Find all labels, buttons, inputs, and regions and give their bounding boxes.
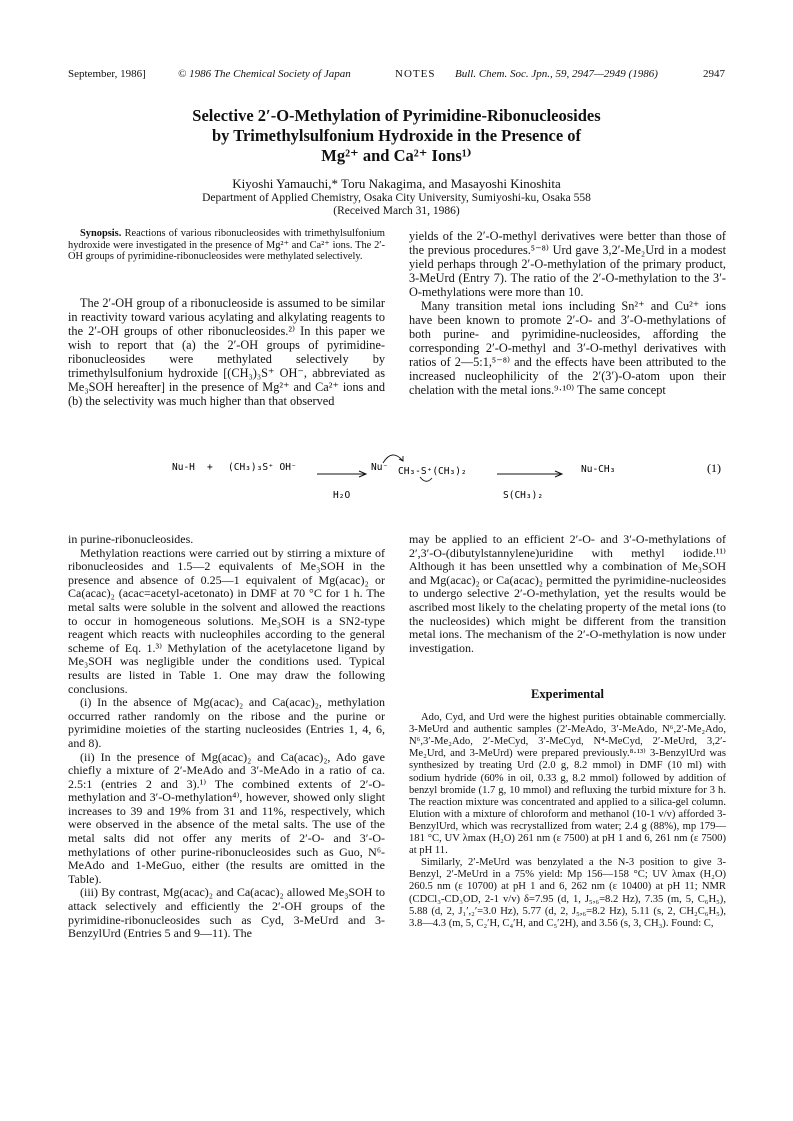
title-line: by Trimethylsulfonium Hydroxide in the Presence of — [211, 126, 582, 145]
paragraph: Many transition metal ions including Sn²⁺ and Cu²⁺ ions have been known to promote 2′-O- and 3′-O-methylations of both purine- and pyrimidine-nucleosides, affording the corresponding 2′-O-methyl and 3′-O-methyl derivatives with ratios of 2—5:1,⁵⁻⁸⁾ and the effects have been attributed to the increased nucleophilicity of the 2′(3′)-O-atom upon their chelation with the metal ions.⁹·¹⁰⁾ The same concept — [409, 299, 726, 397]
synopsis — [68, 228, 385, 263]
scheme-reagent: (CH₃)₃S⁺ OH⁻ — [228, 462, 297, 473]
authors: Kiyoshi Yamauchi,* Toru Nakagima, and Masayoshi Kinoshita — [232, 176, 561, 191]
scheme-plus: + — [207, 462, 213, 473]
paragraph: Ado, Cyd, and Urd were the highest purities obtainable commercially. 3-MeUrd and authentic samples (2′-MeAdo, 3′-MeAdo, N⁶,2′-Me₂Ado, N⁶,3′-Me₂Ado, 2′-MeCyd, 3′-MeCyd, N⁴-MeCyd, 2′-MeUrd, 3,2′-Me₂Urd, and 3-MeUrd) were prepared previously.⁸·¹³⁾ 3-BenzylUrd was synthesized by treating Urd (2.0 g, 8.2 mmol) in DMF (10 ml) with sodium hydride (60% in oil, 0.33 g, 8.2 mmol) followed by addition of benzyl bromide (1.7 g, 10 mmol) and refluxing the turbid mixture for 3 h. The reaction mixture was concentrated and applied to a silica-gel column. Elution with a mixture of chloroform and methanol (10-1 v/v) afforded 3-BenzylUrd, which was recrystallized from water; 2.4 g (88%), mp 179—181 °C, UV λmax (H₂O) 261 nm (ε 7500) at pH 1 and 6, 261 nm (ε 7500) at pH 11. — [409, 712, 726, 857]
experimental-heading: Experimental — [531, 687, 604, 701]
scheme-water: H₂O — [333, 490, 351, 501]
paragraph: (iii) By contrast, Mg(acac)₂ and Ca(acac)₂ allowed Me₃SOH to attack selectively and efficiently the 2′-OH groups of the pyrimidine-ribonucleosides such as Cyd, 3-MeUrd and 3-BenzylUrd (Entries 5 and 9—11). The — [68, 885, 385, 941]
paragraph: (ii) In the presence of Mg(acac)₂ and Ca(acac)₂, Ado gave chiefly a mixture of 2′-MeAdo and 3′-MeAdo in a ratio of ca. 2.5:1 (entries 2 and 3).¹⁾ The combined extents of 2′-O-methylation and 3′-O-methylation⁴⁾, however, showed only slight increases to 39 and 19% from 31 and 11%, respectively, which were observed in the absence of the metal salts. The use of the metal salts did not offer any merits of 2′-O- and 3′-O-methylations of other purine-ribonucleosides such as Guo, N⁶-MeAdo and 1-MeGuo, either (the results are omitted in the Table). — [68, 749, 385, 886]
paragraph: (i) In the absence of Mg(acac)₂ and Ca(acac)₂, methylation occurred rather randomly on the ribose and the purine or pyrimidine moieties of the starting nucleosides (Entries 1, 4, 6, and 8). — [68, 695, 385, 750]
scheme-dms: S(CH₃)₂ — [503, 490, 544, 501]
running-header — [68, 68, 725, 84]
synopsis-label: Synopsis. — [80, 228, 122, 239]
affiliation: Department of Applied Chemistry, Osaka City University, Sumiyoshi-ku, Osaka 558 — [202, 192, 591, 204]
experimental-section — [409, 688, 726, 930]
paragraph: Similarly, 2′-MeUrd was benzylated a the N-3 position to give 3-Benzyl, 2′-MeUrd in a 75% yield: Mp 156—158 °C; UV λmax (H₂O) 260.5 nm (ε 10700) at pH 1 and 6, 262 nm (ε 10400) at pH 11; NMR (CDCl₃-CD₃OD, 2-1 v/v) δ=7.95 (d, 1, J₅,₆=8.2 Hz), 7.35 (m, 5, C₆H₅), 5.88 (d, 2, J₁′,₂′=3.0 Hz), 5.77 (d, 2, J₅,₆=8.2 Hz), 5.11 (s, 2, CH₂C₆H₅), 3.8—4.3 (m, 5, C₂′H, C₄′H, and C₅′2H), and 3.56 (s, 3, CH₃). Found: C, — [409, 857, 726, 929]
paragraph: The 2′-OH group of a ribonucleoside is assumed to be similar in reactivity toward various acylating and alkylating reagents to the 2′-OH groups of other ribonucleosides.²⁾ In this paper we wish to report that (a) the 2′-OH groups of pyrimidine-ribonucleosides were methylated selectively by trimethylsulfonium hydroxide [(CH₃)₃S⁺ OH⁻, abbreviated as Me₃SOH hereafter] in the presence of Mg²⁺ and Ca²⁺ ions and (b) the selectivity was much higher than that observed — [68, 296, 385, 408]
paragraph: Methylation reactions were carried out by stirring a mixture of ribonucleosides and 1.5—2 equivalents of Me₃SOH in the presence and absence of 0.25—1 equivalent of Mg(acac)₂ or Ca(acac)₂ (acac=acetyl-acetonato) in DMF at 70 °C for 1 h. The metal salts were soluble in the solvent and allowed the reactions to occur in homogeneous solutions. Me₃SOH is a SN2-type reagent which reacts with nucleophiles according to the general scheme of Eq. 1.³⁾ Methylation of the acetylacetone ligand by Me₃SOH was negligible under the conditions used. Typical results are listed in Table 1. One may draw the following conclusions. — [68, 545, 385, 696]
equation-number: (1) — [707, 461, 721, 475]
header-copyright: © 1986 The Chemical Society of Japan — [178, 68, 351, 80]
title-line: Selective 2′-O-Methylation of Pyrimidine-Ribonucleosides — [192, 106, 601, 125]
header-page-number: 2947 — [703, 68, 725, 80]
article-title — [68, 106, 725, 166]
received-date: (Received March 31, 1986) — [333, 205, 460, 217]
paragraph: yields of the 2′-O-methyl derivatives were better than those of the previous procedures.⁵⁻⁸⁾ Urd gave 3,2′-Me₂Urd in a modest yield perhaps through 2′-O-methylation of the primary product, 3-MeUrd (Entry 7). The ratio of the 2′-O-methylation to the 3′-O-methylations were more than 10. — [409, 229, 726, 299]
scheme-product: Nu-CH₃ — [581, 464, 616, 475]
header-section: NOTES — [395, 68, 436, 80]
reaction-scheme — [0, 430, 793, 534]
paragraph: in purine-ribonucleosides. — [68, 532, 194, 546]
scheme-nu-anion: Nu⁻ — [371, 462, 389, 473]
header-date: September, 1986] — [68, 68, 146, 80]
curved-arrow-leaving — [420, 477, 432, 481]
scheme-nuh: Nu-H — [172, 462, 195, 473]
column-right-upper — [409, 229, 726, 397]
column-right-lower — [409, 533, 726, 655]
paragraph: may be applied to an efficient 2′-O- and 3′-O-methylations of 2′,3′-O-(dibutylstannylene)uridine with methyl iodide.¹¹⁾ Although it has been unsettled why a combination of Me₃SOH and Mg(acac)₂ or Ca(acac)₂ permitted the pyrimidine-nucleosides to undergo selective 2′-O-methylation, yet the results would be ascribed most likely to the chelating property of the metal ions (to the nucleosides) which might be different from the transition metal ions. The mechanism of the 2′-O-methylation is now under investigation. — [409, 532, 726, 655]
scheme-intermediate: CH₃-S⁺(CH₃)₂ — [398, 466, 467, 477]
header-journal: Bull. Chem. Soc. Jpn., 59, 2947—2949 (1986) — [455, 68, 658, 80]
column-left-lower — [68, 533, 385, 941]
title-line: Mg²⁺ and Ca²⁺ Ions¹⁾ — [321, 146, 472, 165]
column-left-upper — [68, 296, 385, 408]
synopsis-text: Reactions of various ribonucleosides with trimethylsulfonium hydroxide were investigated in the presence of Mg²⁺ and Ca²⁺ ions. The 2′-OH groups of pyrimidine-ribonucleosides were methylated selectively. — [68, 228, 385, 263]
